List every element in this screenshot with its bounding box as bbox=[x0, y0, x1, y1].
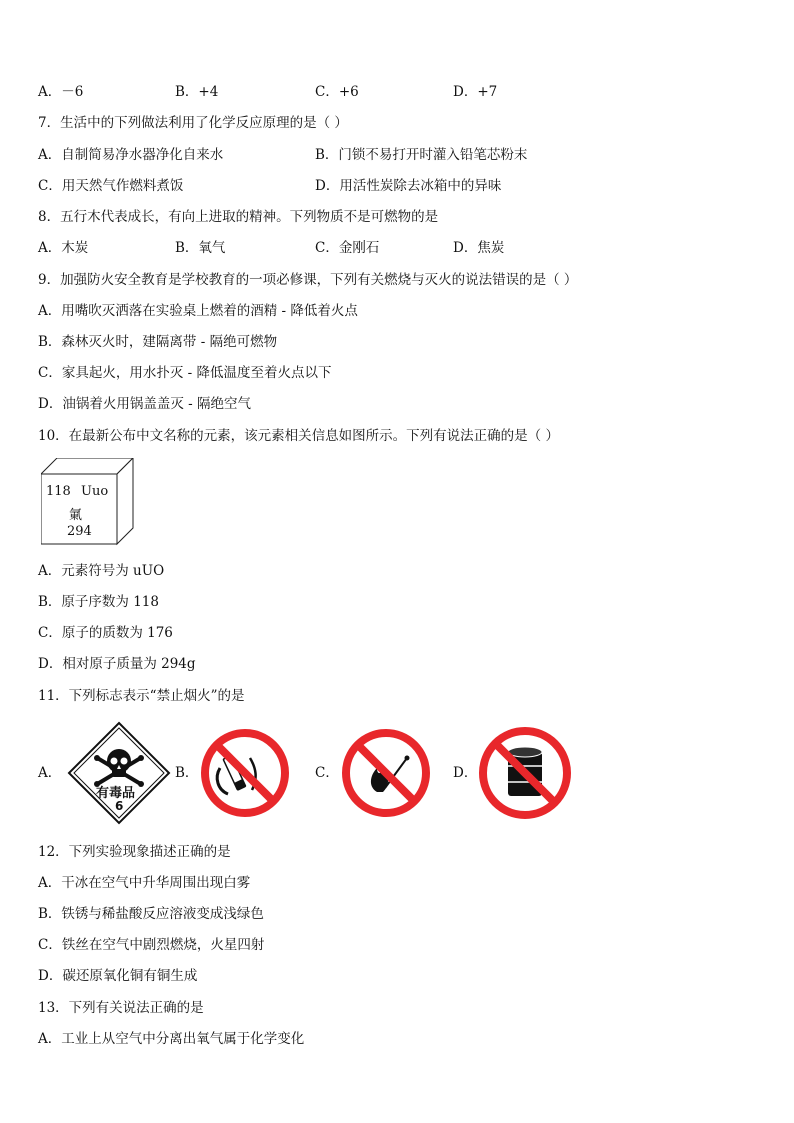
q8-option-c: C．金刚石 bbox=[315, 240, 380, 256]
q9-option-d: D．油锅着火用锅盖盖灭 - 隔绝空气 bbox=[38, 396, 251, 412]
q7-option-a: A．自制简易净水器净化自来水 bbox=[38, 147, 224, 163]
q6-option-b: B．+4 bbox=[175, 84, 219, 100]
q10-option-d: D．相对原子质量为 294g bbox=[38, 656, 196, 672]
q8-option-b: B．氧气 bbox=[175, 240, 226, 256]
q8-option-a: A．木炭 bbox=[38, 240, 89, 256]
q11-label-b: B． bbox=[175, 765, 199, 781]
q7-option-c: C．用天然气作燃料煮饭 bbox=[38, 178, 184, 194]
q9-option-b: B．森林灭火时，建隔离带 - 隔绝可燃物 bbox=[38, 334, 278, 350]
q11-label-a: A． bbox=[38, 765, 62, 781]
q12-stem: 12．下列实验现象描述正确的是 bbox=[38, 844, 231, 860]
no-oil-drum-sign bbox=[478, 726, 572, 824]
q7-option-b: B．门锁不易打开时灌入铅笔芯粉末 bbox=[315, 147, 528, 163]
q12-option-d: D．碳还原氧化铜有铜生成 bbox=[38, 968, 198, 984]
q6-option-a: A．－6 bbox=[38, 84, 84, 100]
q9-option-a: A．用嘴吹灭洒落在实验桌上燃着的酒精 - 降低着火点 bbox=[38, 303, 358, 319]
q10-option-a: A．元素符号为 uUO bbox=[38, 563, 165, 579]
element-cube-figure bbox=[41, 458, 137, 552]
q6-option-d: D．+7 bbox=[453, 84, 498, 100]
no-fire-sign bbox=[341, 728, 431, 822]
q9-option-c: C．家具起火，用水扑灭 - 降低温度至着火点以下 bbox=[38, 365, 332, 381]
element-atomic-number: 118 bbox=[46, 484, 71, 499]
q11-stem: 11．下列标志表示“禁止烟火”的是 bbox=[38, 688, 245, 704]
q13-stem: 13．下列有关说法正确的是 bbox=[38, 1000, 204, 1016]
q7-option-d: D．用活性炭除去冰箱中的异味 bbox=[315, 178, 502, 194]
toxic-label: 有毒品 bbox=[96, 786, 136, 801]
q9-stem: 9．加强防火安全教育是学校教育的一项必修课，下列有关燃烧与灭火的说法错误的是（ ） bbox=[38, 272, 578, 288]
no-smoking-sign bbox=[200, 728, 290, 822]
q10-stem: 10．在最新公布中文名称的元素，该元素相关信息如图所示。下列有说法正确的是（ ） bbox=[38, 428, 559, 444]
q8-option-d: D．焦炭 bbox=[453, 240, 505, 256]
q11-label-c: C． bbox=[315, 765, 339, 781]
toxic-substance-sign bbox=[67, 721, 171, 829]
q6-option-c: C．+6 bbox=[315, 84, 359, 100]
element-mass: 294 bbox=[67, 524, 92, 539]
q10-option-c: C．原子的质数为 176 bbox=[38, 625, 173, 641]
element-name: 氭 bbox=[69, 508, 83, 523]
toxic-class-number: 6 bbox=[115, 799, 124, 813]
q10-option-b: B．原子序数为 118 bbox=[38, 594, 159, 610]
q12-option-c: C．铁丝在空气中剧烈燃烧，火星四射 bbox=[38, 937, 265, 953]
element-symbol: Uuo bbox=[81, 484, 109, 499]
q13-option-a: A．工业上从空气中分离出氧气属于化学变化 bbox=[38, 1031, 305, 1047]
q12-option-b: B．铁锈与稀盐酸反应溶液变成浅绿色 bbox=[38, 906, 264, 922]
q8-stem: 8．五行木代表成长，有向上进取的精神。下列物质不是可燃物的是 bbox=[38, 209, 439, 225]
q11-label-d: D． bbox=[453, 765, 478, 781]
q7-stem: 7．生活中的下列做法利用了化学反应原理的是（ ） bbox=[38, 115, 348, 131]
q12-option-a: A．干冰在空气中升华周围出现白雾 bbox=[38, 875, 251, 891]
